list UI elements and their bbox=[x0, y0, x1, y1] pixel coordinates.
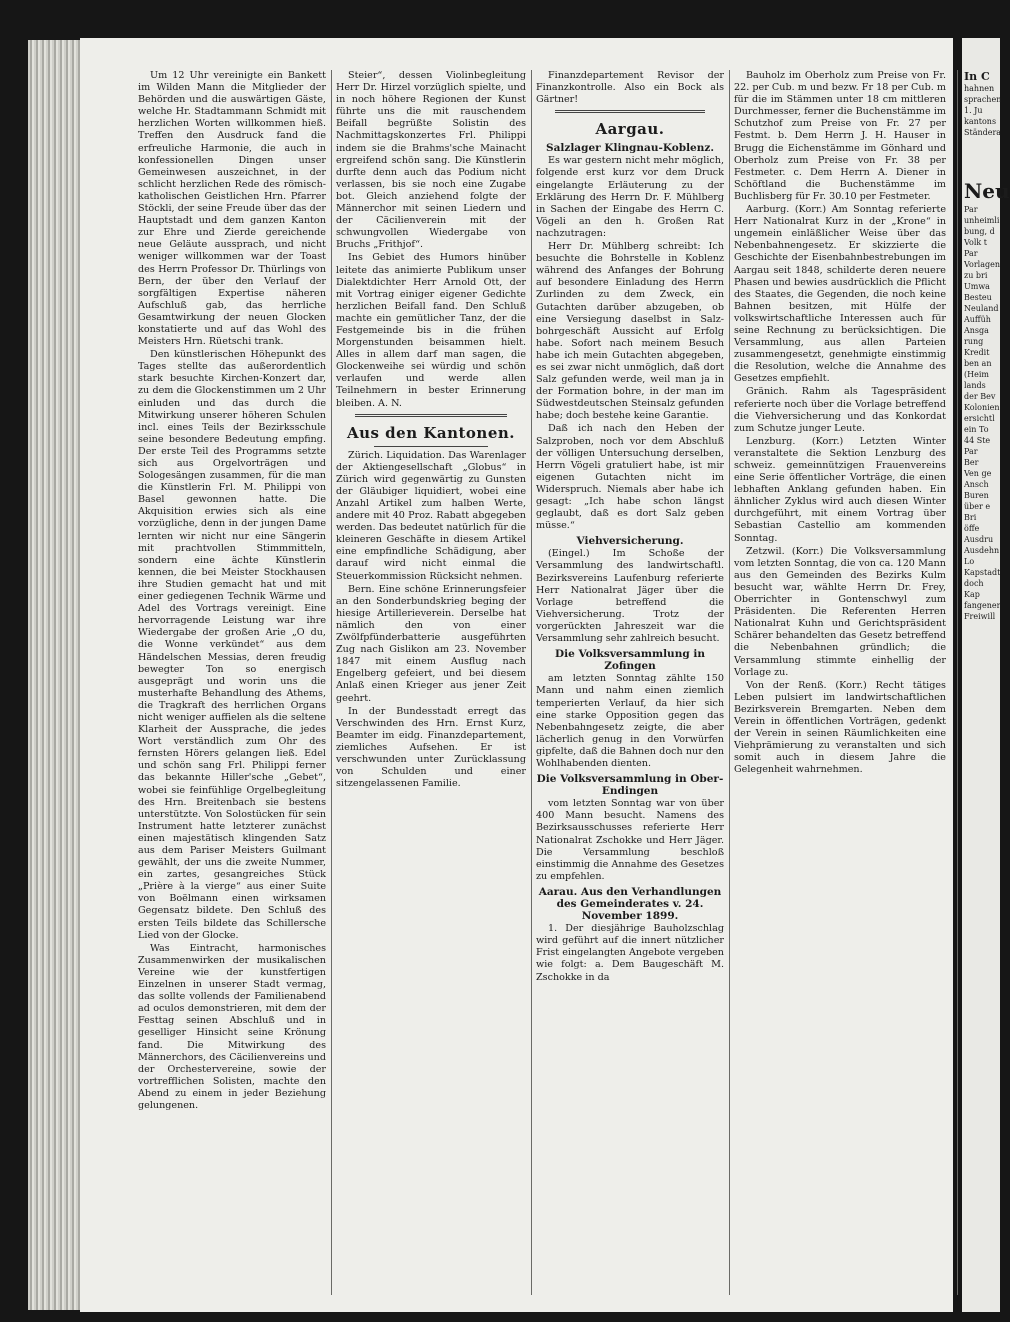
section-heading: Aargau. bbox=[595, 120, 665, 139]
divider bbox=[374, 446, 488, 447]
column-rule bbox=[331, 70, 332, 1295]
paragraph: Aarburg. (Korr.) Am Sonntag referierte Herr Nationalrat Kurz in der „Krone“ in ungemein einläßlicher Weise über das Nebenbahnengesetz. Er skizzierte die Geschichte der Eisenbahnbestrebungen im Aargau seit 1848, schilderte deren neuere Phasen und bewies ausdrücklich die Pflicht des Staates, die Gegenden, die noch keine Bahnen besitzen, mit Hülfe der volkswirtschaftliche Interessen auch für seine Rechnung zu berücksichtigen. Die Versammlung, aus allen Parteien zusammengesetzt, genehmigte einstimmig die Resolution, welche die Annahme des Gesetzes empfiehlt. bbox=[734, 204, 946, 385]
paragraph: Gränich. Rahm als Tagespräsident referierte noch über die Vorlage betreffend die Viehversicherung und das Konkordat zum Schutze junger Leute. bbox=[734, 386, 946, 434]
fragment-line: Auffüh bbox=[964, 315, 991, 324]
fragment-line: Freiwill bbox=[964, 612, 996, 621]
paragraph: Herr Dr. Mühlberg schreibt: Ich besuchte die Bohrstelle in Koblenz während des Anfanges der Bohrung auf besondere Einladung des Herrn Zurlinden zu dem Zweck, ein Gutachten darüber abzugeben, ob eine Versiegung daselbst in Salz- bohrgeschäft Aussicht auf Erfolg habe. Sofort nach meinem Besuch habe ich mein Gutachten abgegeben, es sei zwar nicht unmöglich, daß dort Salz gefunden werde, weil man ja in der Formation bohre, in der man im Südwestdeutschen Steinsalz gefunden habe; doch bestehe keine Garantie. bbox=[536, 241, 724, 422]
paragraph: Bauholz im Oberholz zum Preise von Fr. 22. per Cub. m und bezw. Fr 18 per Cub. m für die im Stämmen unter 18 cm mittleren Durchmesser, ferner die Buchenstämme im Schutzhof zum Preise von Fr. 27 per Festmt. b. Dem Herrn J. H. Hauser in Brugg die Eichenstämme im Gönhard und Oberholz zum Preise von Fr. 38 per Festmeter. c. Dem Herrn A. Diener in Schöftland die Buchenstämme im Buchlisberg für Fr. 30.10 per Festmeter. bbox=[734, 70, 946, 202]
fragment-line: doch bbox=[964, 579, 984, 588]
column-4 bbox=[734, 70, 946, 1300]
fragment-line: Kredit bbox=[964, 348, 990, 357]
fragment-line: 44 Ste bbox=[964, 436, 991, 445]
fragment-line: zu bri bbox=[964, 271, 988, 280]
paragraph: Ins Gebiet des Humors hinüber leitete das animierte Publikum unser Dialektdichter Herr Arnold Ott, der mit Vortrag einiger eigener Gedichte herzlichen Beifall fand. Den Schluß machte ein gemütlicher Tanz, der die Festgemeinde bis in die frühen Morgenstunden beisammen hielt. Alles in allem darf man sagen, die Glockenweihe sei würdig und schön verlaufen und werde allen Teilnehmern in bester Erinnerung bleiben. A. N. bbox=[336, 252, 526, 409]
fragment-line: Ber bbox=[964, 458, 979, 467]
fragment-line: ersichtl bbox=[964, 414, 995, 423]
fragment-line: der Bev bbox=[964, 392, 996, 401]
fragment-line: (Heim bbox=[964, 370, 989, 379]
fragment-line: unheimli bbox=[964, 216, 1000, 225]
paragraph: Zetzwil. (Korr.) Die Volksversammlung vom letzten Sonntag, die von ca. 120 Mann aus den Gemeinden des Bezirks Kulm besucht war, wählte Herrn Dr. Frey, Oberrichter in Gontenschwyl zum Präsidenten. Die Referenten Herren Nationalrat Kuhn und Gerichtspräsident Schärer behandelten das Gesetz betreffend die Nebenbahnen gründlich; die Versammlung stimmte einhellig der Vorlage zu. bbox=[734, 545, 946, 678]
subheading: Aarau. Aus den Verhandlungen des Gemeinderates v. 24. November 1899. bbox=[538, 885, 722, 923]
paragraph: Steier“, dessen Violinbegleitung Herr Dr. Hirzel vorzüglich spielte, und in noch höhere Regionen der Kunst führte uns die mit rauschendem Beifall begrüßte Solistin des Nachmittagskonzertes Frl. Philippi indem sie die Brahms'sche Mainacht ergreifend schön sang. Die Künstlerin durfte denn auch das Podium nicht verlassen, bis sie noch eine Zugabe bot. Gleich anziehend folgte der Männerchor mit seinen Liedern und der Cäcilienverein mit der schwungvollen Wiedergabe von Bruchs „Frithjof“. bbox=[336, 70, 526, 251]
fragment-line: Kap bbox=[964, 590, 980, 599]
paragraph: Bern. Eine schöne Erinnerungsfeier an den Sonderbundskrieg beging der hiesige Artillerieverein. Derselbe hat nämlich den von einer Zwölfpfünderbatterie ausgeführten Zug nach Gislikon am 23. November 1847 mit einem Ausflug nach Engelberg gefeiert, und bei diesem Anlaß einen Krieger aus jener Zeit geehrt. bbox=[336, 583, 526, 704]
fragment-line: Ansch bbox=[964, 480, 989, 489]
adjacent-page-fragment bbox=[962, 38, 1010, 1312]
paragraph: Zürich. Liquidation. Das Warenlager der Aktiengesellschaft „Globus“ in Zürich wird gegenwärtig zu Gunsten der Gläubiger liquidiert, wobei eine Anzahl Artikel zum halben Werte, andere mit 40 Proz. Rabatt abgegeben werden. Das bedeutet natürlich für die kleineren Geschäfte in diesem Artikel eine empfindliche Schädigung, aber darauf wird nicht einmal die Steuerkommission Rücksicht nehmen. bbox=[336, 449, 526, 582]
fragment-line: Besteu bbox=[964, 293, 992, 302]
column-1 bbox=[138, 70, 326, 1300]
fragment-line: rung bbox=[964, 337, 984, 346]
subheading: Die Volksversammlung in Zofingen bbox=[555, 648, 705, 673]
paragraph: Lenzburg. (Korr.) Letzten Winter veranstaltete die Sektion Lenzburg des schweiz. gemeinnützigen Frauenvereins eine Serie öffentlicher Vorträge, die einen lebhaften Anklang gefunden haben. Ein ähnlicher Zyklus wird auch diesen Winter durchgeführt, mit einem Vortrag über Sebastian Castellio am kommenden Sonntag. bbox=[734, 435, 946, 544]
fragment-line: Ansga bbox=[964, 326, 989, 335]
fragment-line: Ständera bbox=[964, 128, 1002, 137]
fragment-line: öffe bbox=[964, 524, 980, 533]
paragraph: am letzten Sonntag zählte 150 Mann und nahm einen ziemlich temperierten Verlauf, da hier sich eine starke Opposition gegen das Nebenbahngesetz zeigte, die aber lächerlich genug in den Vorwürfen gipfelte, daß die Bahnen doch nur den Wohlhabenden dienten. bbox=[536, 673, 724, 769]
paragraph: vom letzten Sonntag war von über 400 Mann besucht. Namens des Bezirksausschusses referierte Herr Nationalrat Zschokke und Herr Jäger. Die Versammlung beschloß einstimmig die Annahme des Gesetzes zu empfehlen. bbox=[536, 798, 724, 882]
fragment-line: Neuland bbox=[964, 304, 999, 313]
paragraph: Es war gestern nicht mehr möglich, folgende erst kurz vor dem Druck eingelangte Erläuterung zu der Erklärung des Herrn Dr. F. Mühlberg in Sachen der Eingabe des Herrn C. Vögeli an den h. Großen Rat nachzutragen: bbox=[536, 155, 724, 239]
paragraph: Daß ich nach den Heben der Salzproben, noch vor dem Abschluß der völligen Untersuchung derselben, Herrn Vögeli gratuliert habe, ist mir eigenen Gutachten nicht im Widerspruch. Niemals aber habe ich gesagt: „Ich habe schon längst geglaubt, daß es dort Salz geben müsse.“ bbox=[536, 423, 724, 532]
fragment-line: Ven ge bbox=[964, 469, 992, 478]
subheading: Salzlager Klingnau-Koblenz. bbox=[545, 142, 714, 155]
column-3 bbox=[536, 70, 724, 1300]
fragment-lines bbox=[962, 83, 1000, 138]
fragment-line: fangener bbox=[964, 601, 1001, 610]
fragment-line: Buren bbox=[964, 491, 989, 500]
fragment-line: bung, d bbox=[964, 227, 995, 236]
paragraph: Den künstlerischen Höhepunkt des Tages stellte das außerordentlich stark besuchte Kirchen-Konzert dar, zu dem die Glockenstimmen um 2 Uhr einluden und das durch die Mitwirkung unserer höheren Schulen incl. eines Teils der Bezirksschule seine besondere Bedeutung empfing. Der erste Teil des Programms setzte sich aus Orgelvorträgen und Sologesängen zusammen, für die man die Künstlerin Frl. M. Philippi von Basel gewonnen hatte. Die Akquisition erwies sich als eine vorzügliche, denn in der jungen Dame lernten wir nicht nur eine Sängerin mit prachtvollen Stimmmitteln, sondern eine ächte Künstlerin kennen, die bei Meister Stockhausen ihre Studien gemacht hat und mit einer gediegenen Technik Wärme und Adel des Vortrags vereinigt. Eine hervorragende Leistung war ihre Wiedergabe der großen Arie „O du, die Wonne verkündet“ aus dem Händelschen Messias, deren freudig bewegter Ton so energisch ausgeprägt und worin uns die musterhafte Behandlung des Athems, die Tragkraft des herrlichen Organs nicht weniger auffielen als die seltene Klarheit der Aussprache, die jedes Wort verständlich zum Ohr des fernsten Hörers gelangen ließ. Edel und schön sang Frl. Philippi ferner das bekannte Hiller'sche „Gebet“, wobei sie feinfühlige Orgelbegleitung des Hrn. Breitenbach sie bestens unterstützte. Von Solostücken für sein Instrument hatte letzterer zunächst einen majestätisch klingenden Satz aus dem Pariser Meisters Guilmant gewählt, der uns die zweite Nummer, ein zartes, gesangreiches Stück „Prière à la vierge“ aus einer Suite von Boëlmann einen wirksamen Gegensatz bildete. Den Schluß des ersten Teils bildete das Schillersche Lied von der Glocke. bbox=[138, 349, 326, 941]
fragment-line: 1. Ju bbox=[964, 106, 983, 115]
fragment-line: lands bbox=[964, 381, 986, 390]
fragment-line: Par bbox=[964, 249, 978, 258]
fragment-line: hahnen bbox=[964, 84, 995, 93]
fragment-line: Kapstadt bbox=[964, 568, 1001, 577]
paragraph: (Eingel.) Im Schoße der Versammlung des landwirtschaftl. Bezirksvereins Laufenburg referierte Herr Nationalrat Jäger über die Vorlage betreffend die Viehversicherung. Trotz der vorgerückten Jahreszeit war die Versammlung sehr zahlreich besucht. bbox=[536, 548, 724, 645]
paragraph: In der Bundesstadt erregt das Verschwinden des Hrn. Ernst Kurz, Beamter im eidg. Finanzdepartement, ziemliches Aufsehen. Er ist verschwunden unter Zurücklassung von Schulden und einer sitzengelassenen Familie. bbox=[336, 705, 526, 790]
fragment-line: kantons bbox=[964, 117, 997, 126]
section-divider bbox=[555, 110, 705, 113]
subheading: Die Volksversammlung in Ober-Endingen bbox=[536, 773, 724, 798]
paragraph: Um 12 Uhr vereinigte ein Bankett im Wilden Mann die Mitglieder der Behörden und die auswärtigen Gäste, welche Hr. Stadtammann Schmidt mit herzlichen Worten willkommen hieß. Treffen den Ausdruck fand die erfreuliche Harmonie, die auch in konfessionellen Dingen unser Gemeinwesen auszeichnet, in der schlicht herzlichen Rede des römisch-katholischen Geistlichen Hrn. Pfarrer Stöckli, der seine Freude über das der Hauptstadt und dem ganzen Kanton zur Ehre und Zierde gereichende neue Geläute aussprach, und nicht weniger willkommen war der Toast des Herrn Professor Dr. Thürlings von Bern, der über den Verlauf der sorgfältigen Expertise näheren Aufschluß gab, das herrliche Gesamtwirkung der neuen Glocken konstatierte und auf das Wohl des Meisters Hrn. Rüetschi trank. bbox=[138, 70, 326, 348]
fragment-line: sprachen bbox=[964, 95, 1002, 104]
paragraph: 1. Der diesjährige Bauholzschlag wird geführt auf die innert nützlicher Frist eingelangten Angebote vergeben wie folgt: a. Dem Baugeschäft M. Zschokke in da bbox=[536, 923, 724, 983]
paragraph: Finanzdepartement Revisor der Finanzkontrolle. Also ein Bock als Gärtner! bbox=[536, 70, 724, 106]
fragment-line: Umwa bbox=[964, 282, 990, 291]
book-page-edges bbox=[28, 40, 84, 1310]
fragment-heading-large: Neu bbox=[964, 179, 1010, 203]
fragment-line: Bri bbox=[964, 513, 977, 522]
fragment-line: Par bbox=[964, 205, 978, 214]
column-2 bbox=[336, 70, 526, 1300]
fragment-lines bbox=[962, 204, 1000, 622]
fragment-line: Par bbox=[964, 447, 978, 456]
paragraph: Was Eintracht, harmonisches Zusammenwirken der musikalischen Vereine wie der kunstfertigen Einzelnen in unserer Stadt vermag, das sollte vollends der Familienabend ad oculos demonstrieren, mit dem der Festtag seinen Abschluß und in geselliger Hinsicht seine Krönung fand. Die Mitwirkung des Männerchors, des Cäcilienvereins und der Orchestervereine, sowie der vortrefflichen Solisten, machte den Abend zu einem in jeder Beziehung gelungenen. bbox=[138, 942, 326, 1111]
fragment-line: ben an bbox=[964, 359, 992, 368]
column-rule bbox=[531, 70, 532, 1295]
fragment-heading: In C bbox=[964, 70, 990, 83]
subheading: Viehversicherung. bbox=[576, 535, 684, 548]
fragment-line: über e bbox=[964, 502, 991, 511]
fragment-line: Ausdehn bbox=[964, 546, 1000, 555]
fragment-line: Kolonien bbox=[964, 403, 1000, 412]
fragment-line: Lo bbox=[964, 557, 975, 566]
section-divider bbox=[355, 414, 507, 417]
section-heading: Aus den Kantonen. bbox=[346, 423, 516, 442]
column-rule bbox=[957, 70, 958, 1295]
fragment-line: ein To bbox=[964, 425, 989, 434]
paragraph: Von der Renß. (Korr.) Recht tätiges Leben pulsiert im landwirtschaftlichen Bezirksverein Bremgarten. Neben dem Verein in öffentlichen Vorträgen, gedenkt der Verein in seinen Räumlichkeiten eine Viehprämierung zu veranstalten und sich somit auch in diesem Jahre die Gelegenheit wahrnehmen. bbox=[734, 679, 946, 776]
column-rule bbox=[729, 70, 730, 1295]
fragment-line: Vorlagen bbox=[964, 260, 1001, 269]
fragment-line: Volk t bbox=[964, 238, 988, 247]
fragment-line: Ausdru bbox=[964, 535, 994, 544]
